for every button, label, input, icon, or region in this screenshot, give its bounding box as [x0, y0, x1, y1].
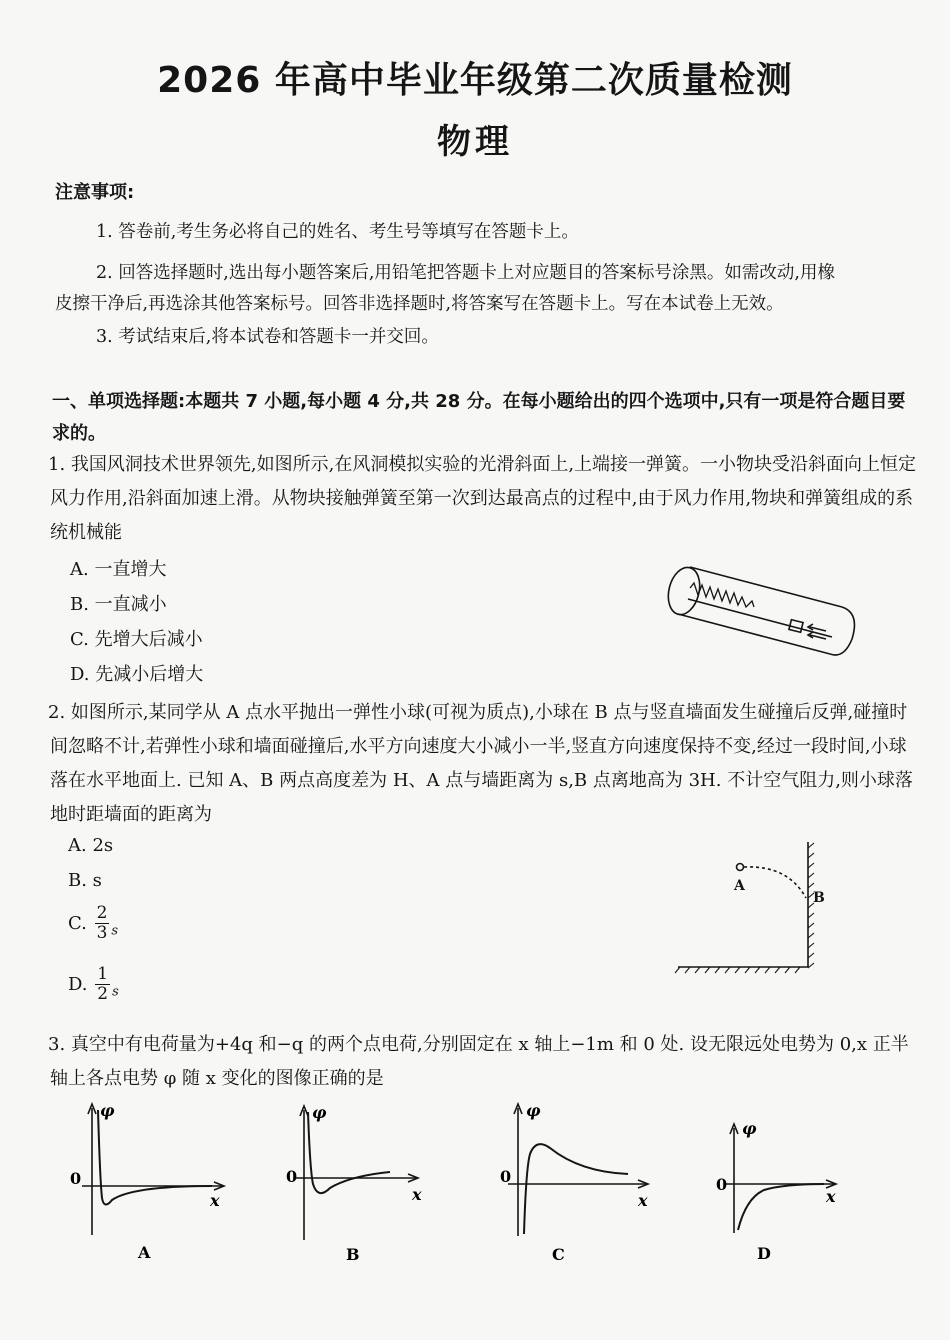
notice-item-2: 2. 回答选择题时,选出每小题答案后,用铅笔把答题卡上对应题目的答案标号涂黑。如需改动,用橡	[96, 263, 835, 283]
svg-text:φ: φ	[100, 1101, 115, 1120]
question-2-stem: 2. 如图所示,某同学从 A 点水平抛出一弹性小球(可视为质点),小球在 B 点与竖直墙面发生碰撞后反弹,碰撞时间忽略不计,若弹性小球和墙面碰撞后,水平方向速度大小减小一半,竖直方向速度保持不变,经过一段时间,小球落在水平地面上. 已知 A、B 两点高度差为 H、A 点与墙距离为 s,B 点离地高为 3H. 不计空气阻力,则小球落地时距墙面的距离为	[48, 702, 913, 825]
svg-text:0: 0	[716, 1175, 728, 1194]
svg-text:0: 0	[500, 1167, 512, 1186]
projectile-wall-figure	[670, 840, 830, 975]
question-1-stem: 1. 我国风洞技术世界领先,如图所示,在风洞模拟实验的光滑斜面上,上端接一弹簧。一小物块受沿斜面向上恒定风力作用,沿斜面加速上滑。从物块接触弹簧至第一次到达最高点的过程中,由于风力作用,物块和弹簧组成的系统机械能	[48, 454, 917, 543]
q2-option-b: B. s	[68, 870, 102, 891]
graph-c	[490, 1098, 660, 1268]
q2-option-d: D. $\frac{1}{2}$ $_s$	[68, 964, 119, 1004]
q1-option-d: D. 先减小后增大	[70, 664, 204, 685]
section-heading: 一、单项选择题:本题共 7 小题,每小题 4 分,共 28 分。在每小题给出的四个选项中,只有一项是符合题目要求的。	[52, 391, 906, 444]
graph-d-label: D	[757, 1244, 771, 1263]
subject-title: 物理	[437, 122, 513, 162]
graph-a	[62, 1100, 232, 1270]
notice-heading: 注意事项:	[55, 182, 135, 203]
svg-text:x: x	[638, 1191, 648, 1210]
svg-text:φ: φ	[742, 1119, 757, 1138]
question-3-stem: 3. 真空中有电荷量为+4q 和−q 的两个点电荷,分别固定在 x 轴上−1m 和 0 处. 设无限远处电势为 0,x 正半轴上各点电势 φ 随 x 变化的图像正确的是	[48, 1034, 909, 1089]
q2-option-c: C. $\frac{2}{3}$ $_s$	[68, 903, 119, 943]
point-a-label: A	[734, 878, 745, 894]
q2-option-a: A. 2s	[68, 835, 114, 856]
graph-a-label: A	[138, 1243, 151, 1262]
notice-item-2-cont: 皮擦干净后,再选涂其他答案标号。回答非选择题时,将答案写在答题卡上。写在本试卷上无效。	[55, 294, 784, 314]
graph-b-label: B	[346, 1245, 360, 1264]
svg-text:x: x	[826, 1187, 836, 1206]
svg-text:φ: φ	[312, 1103, 327, 1122]
q1-option-b: B. 一直减小	[70, 594, 167, 615]
fraction-two-thirds: $\frac{2}{3}$	[96, 903, 108, 943]
point-b-label: B	[813, 890, 825, 906]
graph-c-label: C	[552, 1245, 565, 1264]
svg-text:x: x	[412, 1185, 422, 1204]
svg-text:φ: φ	[526, 1101, 541, 1120]
notice-item-3: 3. 考试结束后,将本试卷和答题卡一并交回。	[96, 327, 439, 347]
graph-d	[712, 1118, 862, 1268]
svg-text:0: 0	[70, 1169, 82, 1188]
notice-item-1: 1. 答卷前,考生务必将自己的姓名、考生号等填写在答题卡上。	[96, 222, 579, 242]
graph-b	[280, 1100, 440, 1270]
q1-option-c: C. 先增大后减小	[70, 629, 203, 650]
wind-tunnel-figure	[660, 555, 865, 675]
exam-title: 2026 年高中毕业年级第二次质量检测	[157, 60, 793, 101]
svg-text:x: x	[210, 1191, 220, 1210]
svg-text:0: 0	[286, 1167, 298, 1186]
fraction-one-half: $\frac{1}{2}$	[97, 964, 109, 1004]
q1-option-a: A. 一直增大	[70, 559, 167, 580]
